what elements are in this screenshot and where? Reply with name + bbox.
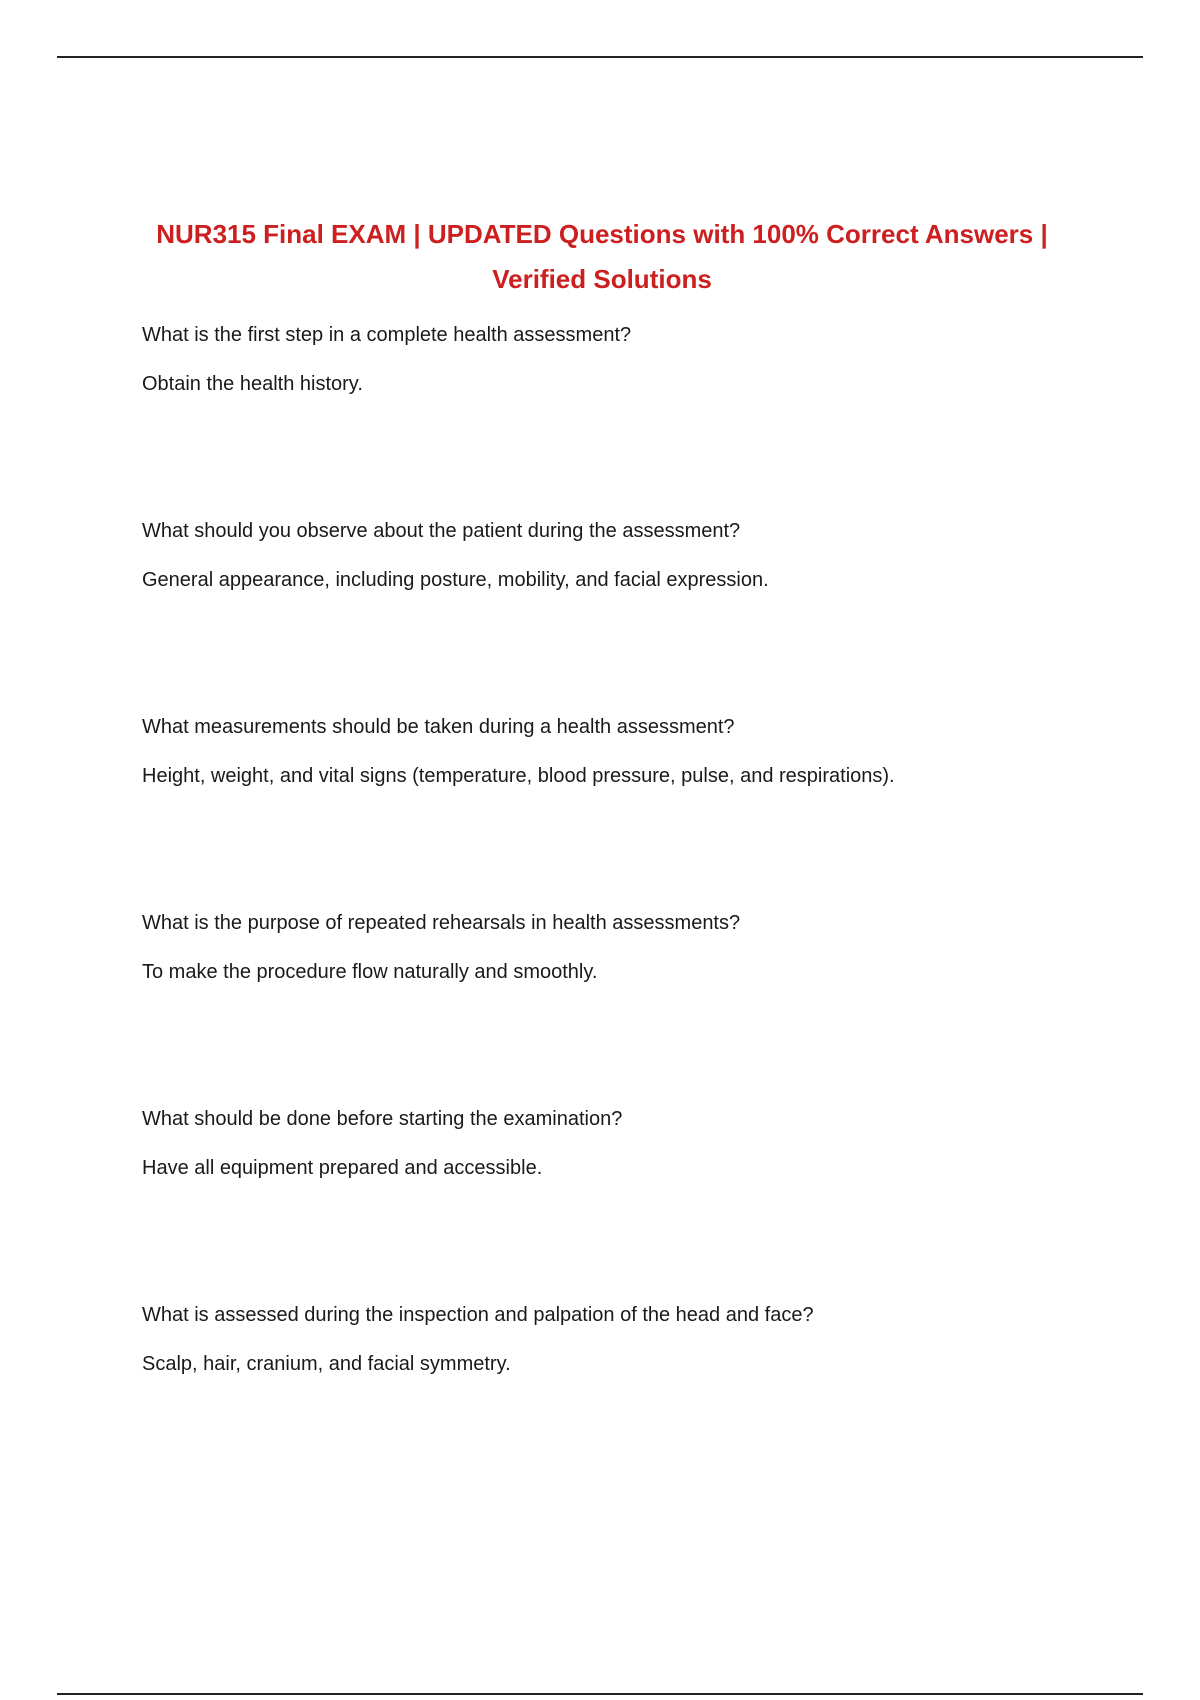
question-1: What is the first step in a complete health assessment?	[142, 324, 632, 346]
question-3: What measurements should be taken during a health assessment?	[142, 716, 735, 738]
question-2: What should you observe about the patient during the assessment?	[142, 520, 741, 542]
answer-3: Height, weight, and vital signs (temperature, blood pressure, pulse, and respirations).	[142, 765, 895, 787]
header-rule	[57, 56, 1143, 58]
answer-1: Obtain the health history.	[142, 373, 363, 395]
question-5: What should be done before starting the examination?	[142, 1108, 623, 1130]
qa-item-1	[142, 323, 1142, 396]
qa-item-2	[142, 519, 1142, 592]
answer-2: General appearance, including posture, mobility, and facial expression.	[142, 569, 769, 591]
footer-rule	[57, 1693, 1143, 1695]
document-title: NUR315 Final EXAM | UPDATED Questions with 100% Correct Answers | Verified Solutions	[156, 219, 1048, 294]
answer-6: Scalp, hair, cranium, and facial symmetry.	[142, 1353, 511, 1375]
question-4: What is the purpose of repeated rehearsals in health assessments?	[142, 912, 741, 934]
question-6: What is assessed during the inspection and palpation of the head and face?	[142, 1304, 814, 1326]
qa-item-6	[142, 1303, 1142, 1376]
answer-4: To make the procedure flow naturally and smoothly.	[142, 961, 598, 983]
qa-item-4	[142, 911, 1142, 984]
answer-5: Have all equipment prepared and accessible.	[142, 1157, 543, 1179]
qa-item-3	[142, 715, 1142, 788]
qa-item-5	[142, 1107, 1142, 1180]
